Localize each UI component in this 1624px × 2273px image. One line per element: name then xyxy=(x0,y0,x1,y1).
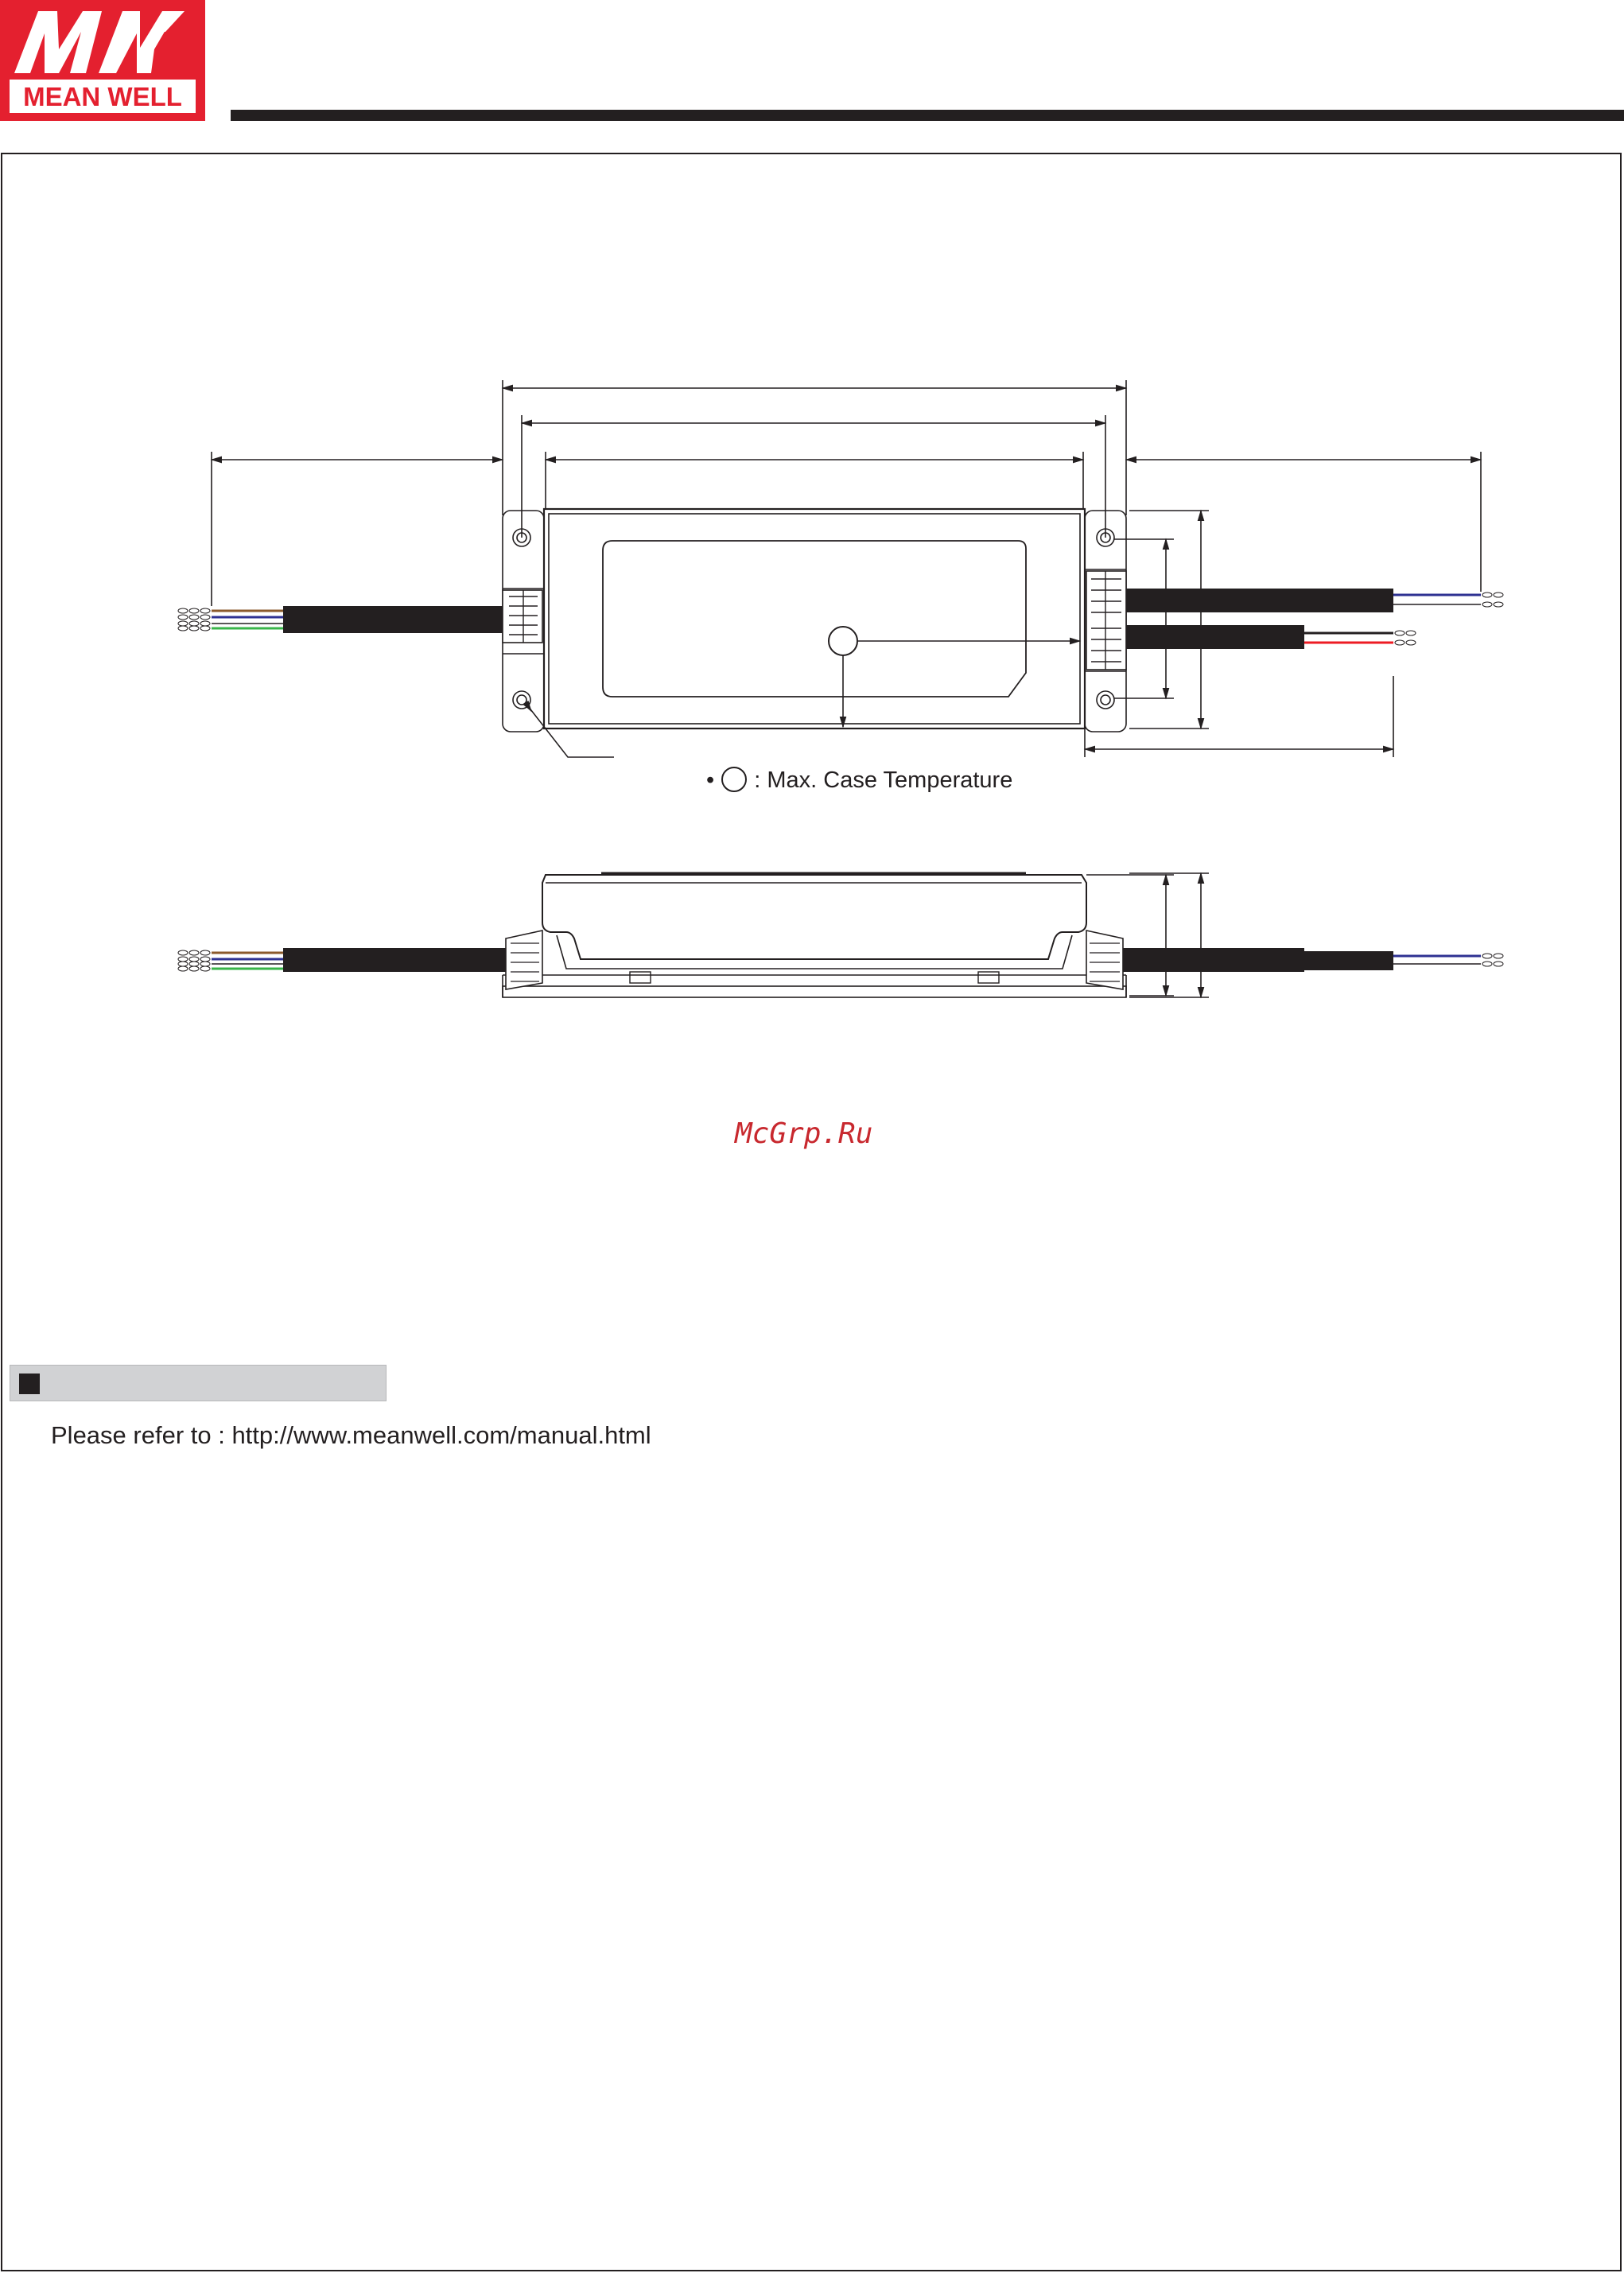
section-header-installation xyxy=(10,1365,387,1401)
section-bullet-square-icon xyxy=(19,1374,40,1394)
logo-wordmark: MEAN WELL xyxy=(23,82,182,111)
output-cable-2 xyxy=(1126,625,1304,649)
input-cable xyxy=(283,606,503,633)
side-view xyxy=(503,873,1209,997)
watermark: McGrp.Ru xyxy=(735,1117,873,1150)
top-view-cables xyxy=(178,589,1503,649)
case-temperature-label: : Max. Case Temperature xyxy=(754,767,1013,793)
tc-point-circle-icon xyxy=(829,627,857,655)
case-temperature-note xyxy=(706,766,1012,795)
top-view xyxy=(212,380,1481,757)
output-cable-1 xyxy=(1126,589,1393,612)
bullet: • xyxy=(706,767,715,793)
tc-point-circle-icon xyxy=(721,766,748,793)
installation-manual-link-text[interactable]: Please refer to : http://www.meanwell.com/manual.html xyxy=(51,1421,651,1449)
